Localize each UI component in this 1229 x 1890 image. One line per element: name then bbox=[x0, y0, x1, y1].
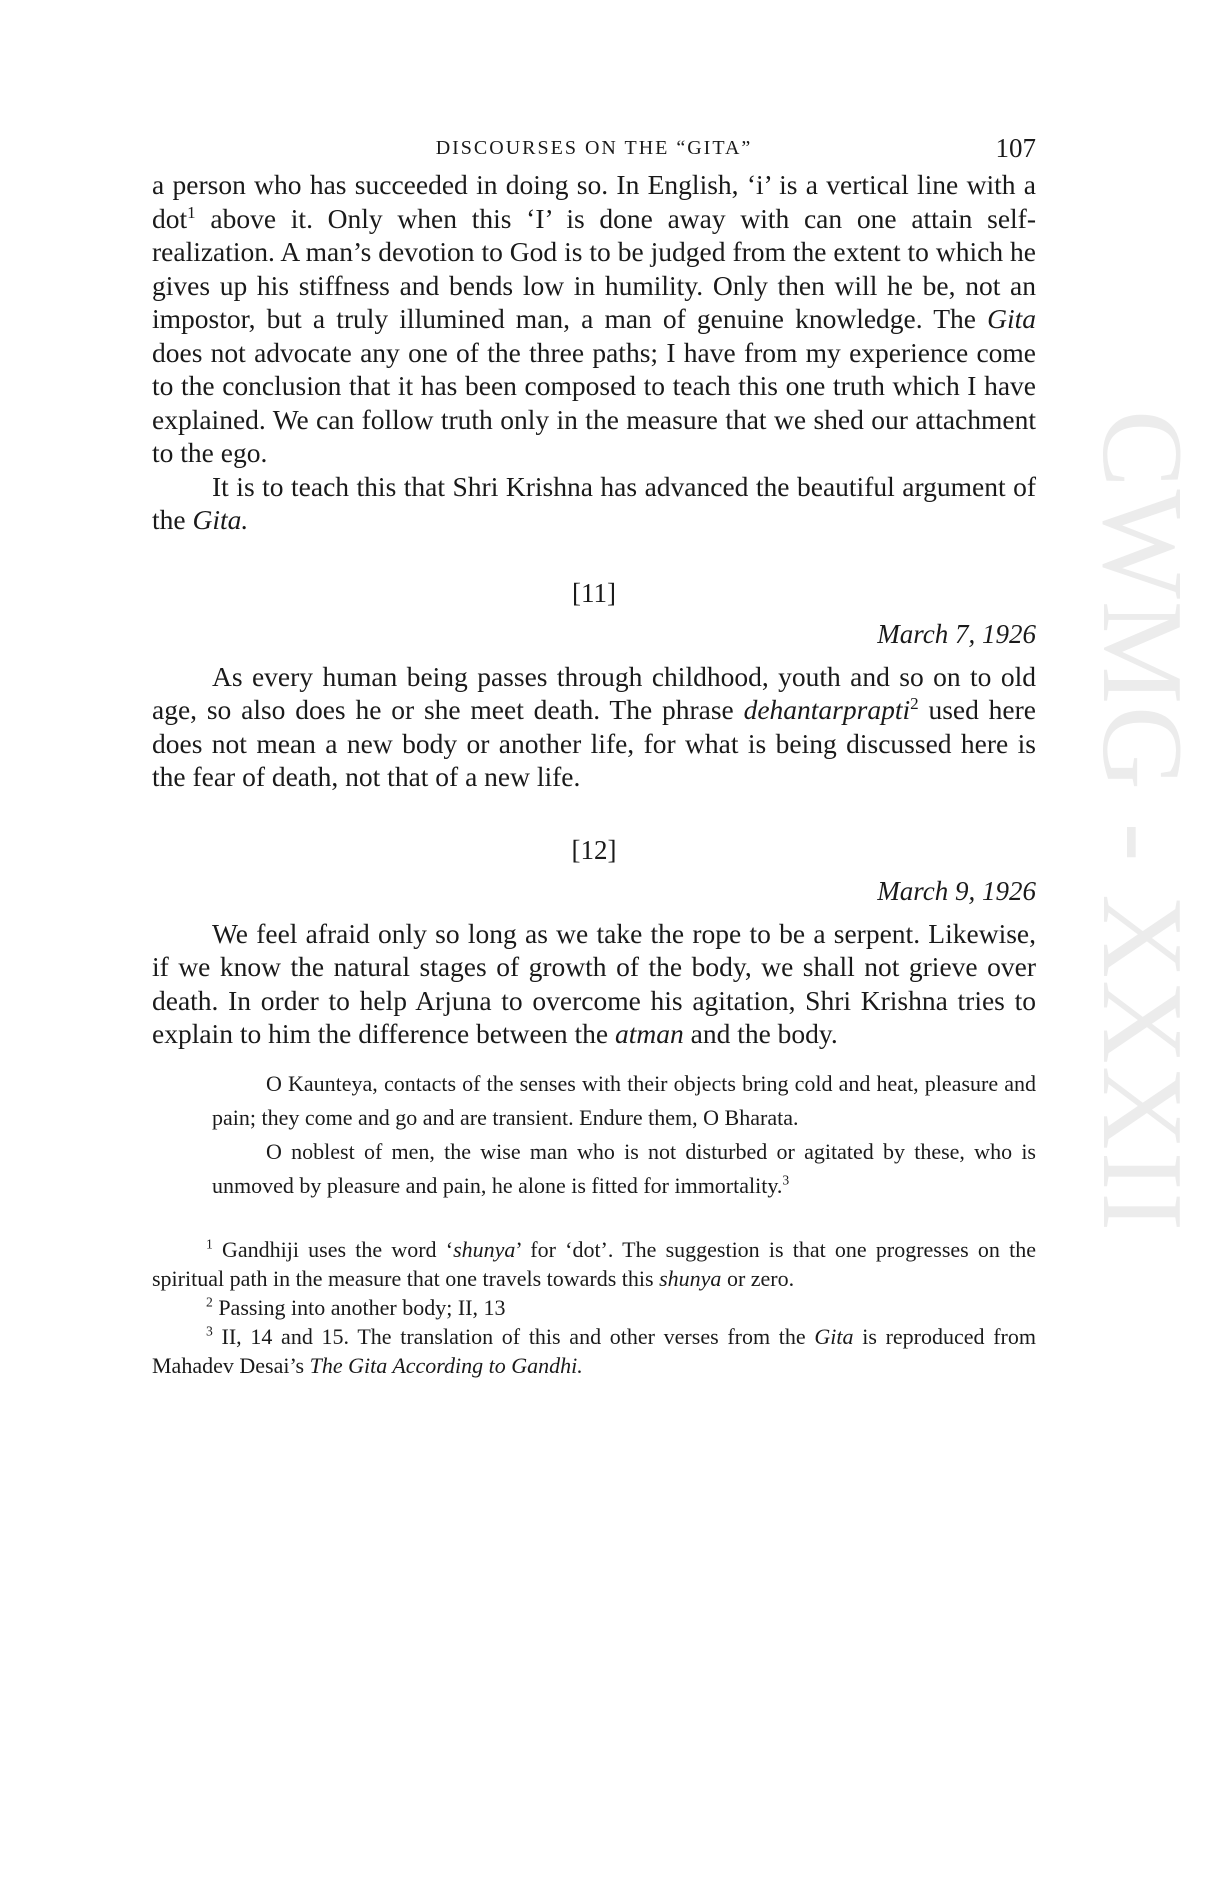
running-head bbox=[152, 128, 1036, 168]
running-title: DISCOURSES ON THE “GITA” bbox=[435, 137, 753, 159]
section-date-11: March 7, 1926 bbox=[877, 619, 1036, 649]
footnote-ref-2: 2 bbox=[910, 693, 919, 713]
verse-quote-1: O Kaunteya, contacts of the senses with their objects bring cold and heat, pleasure and pain; they come and go and are transient. Endure them, O Bharata. bbox=[212, 1070, 1036, 1130]
footnote-1: $^1$ Gandhiji uses the word ‘shunya’ for ‘dot’. The suggestion is that one progresses on the spiritual path in the measure that one travels towards this shunya or zero. bbox=[152, 1236, 1036, 1291]
footnotes bbox=[152, 1235, 1036, 1380]
paragraph-section-11: As every human being passes through childhood, youth and so on to old age, so also does he or she meet death. The phrase dehantarprapti$^2$ used here does not mean a new body or another life, for what is being discussed here is the fear of death, not that of a new life. bbox=[152, 660, 1036, 792]
verse-quote-2: O noblest of men, the wise man who is not disturbed or agitated by these, who is unmoved by pleasure and pain, he alone is fitted for immortality.$^3$ bbox=[212, 1138, 1036, 1198]
watermark-cwmg: CWMG - XXXII bbox=[1078, 410, 1206, 1233]
paragraph-2: It is to teach this that Shri Krishna has advanced the beautiful argument of the Gita. bbox=[152, 470, 1036, 535]
footnote-ref-3: 3 bbox=[782, 1172, 790, 1188]
section-number-11: [11] bbox=[572, 577, 616, 608]
section-number-12: [12] bbox=[571, 834, 617, 865]
book-page bbox=[152, 128, 1036, 1380]
paragraph-section-12: We feel afraid only so long as we take the rope to be a serpent. Likewise, if we know the natural stages of growth of the body, we shall not grieve over death. In order to help Arjuna to overcome his agitation, Shri Krishna tries to explain to him the difference between the atman and the body. bbox=[152, 917, 1036, 1049]
term-dehantarprapti: dehantarprapti bbox=[743, 694, 911, 725]
section-date-12: March 9, 1926 bbox=[877, 876, 1036, 906]
term-atman: atman bbox=[615, 1018, 684, 1049]
paragraph-1: a person who has succeeded in doing so. In English, ‘i’ is a vertical line with a dot$^1$ above it. Only when this ‘I’ is done away with can one attain self-realization. A man’s devotion to God is to be judged from the extent to which he gives up his stiffness and bends low in humility. Only then will he be, not an impostor, but a truly illumined man, a man of genuine knowledge. The Gita does not advocate any one of the three paths; I have from my experience come to the conclusion that it has been composed to teach this one truth which I have explained. We can follow truth only in the measure that we shed our attachment to the ego. bbox=[152, 169, 1036, 468]
book-title: The Gita According to Gandhi. bbox=[309, 1352, 583, 1378]
footnote-3: $^3$ II, 14 and 15. The translation of this and other verses from the Gita is reproduced from Mahadev Desai’s The Gita According to Gandhi. bbox=[152, 1323, 1036, 1378]
footnote-2: $^2$ Passing into another body; II, 13 bbox=[206, 1294, 506, 1320]
page-number: 107 bbox=[995, 133, 1036, 163]
footnote-ref-1: 1 bbox=[187, 202, 196, 222]
